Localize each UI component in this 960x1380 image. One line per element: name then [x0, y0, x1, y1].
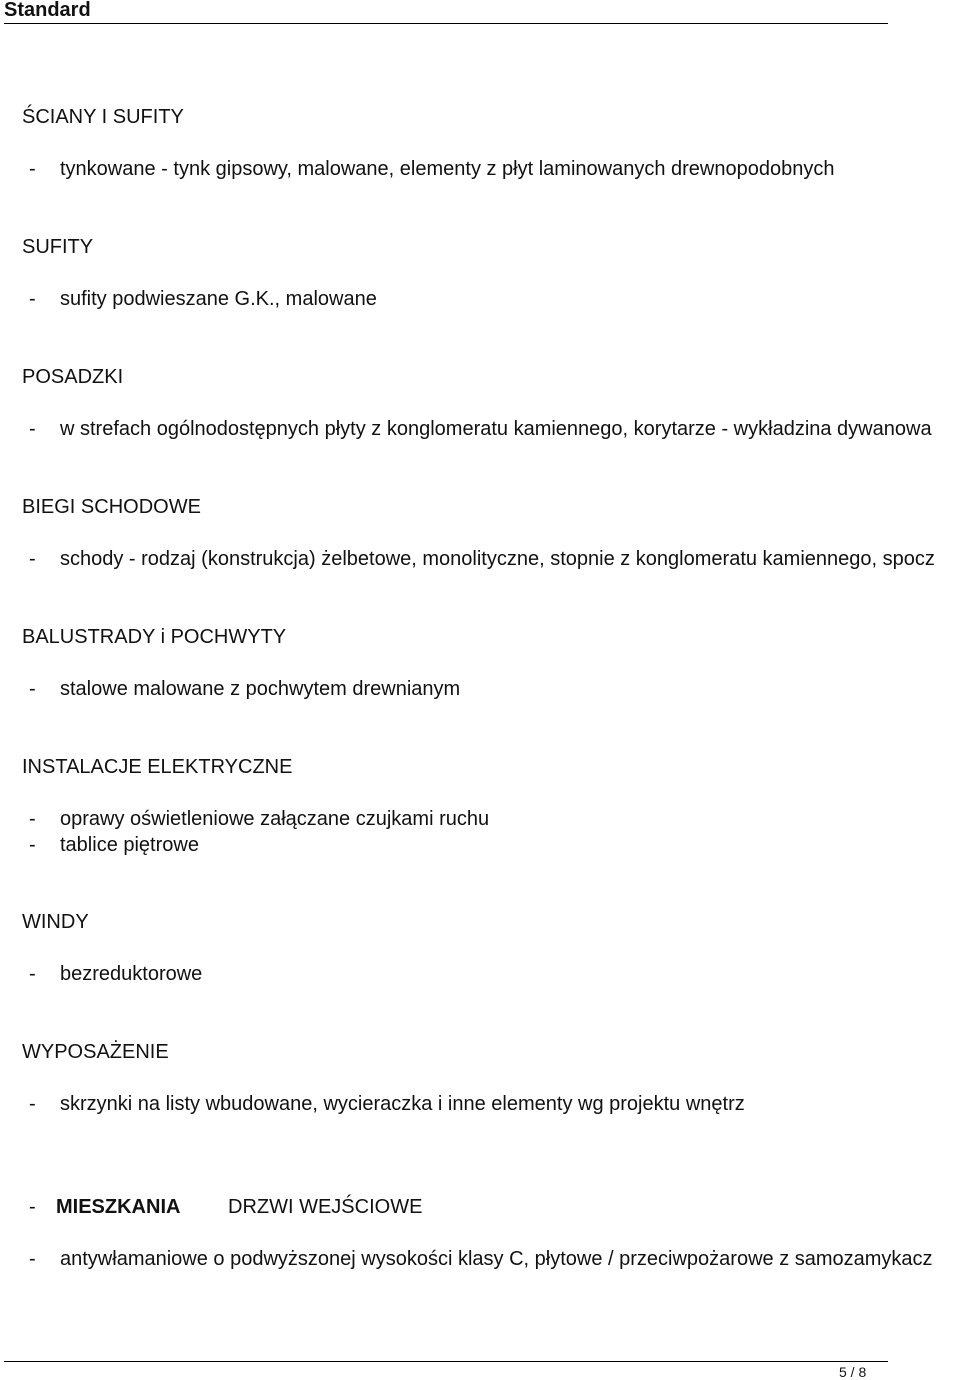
- footer-divider: [4, 1361, 888, 1362]
- header-divider: [4, 23, 888, 24]
- drzwi-wejsciowe-heading: DRZWI WEJŚCIOWE: [228, 1196, 423, 1218]
- bullet-dash: -: [29, 418, 36, 440]
- section-heading-wyposazenie: WYPOSAŻENIE: [22, 1041, 169, 1063]
- bullet-dash: -: [29, 288, 36, 310]
- list-item-text: oprawy oświetleniowe załączane czujkami ruchu: [60, 808, 490, 830]
- section-heading-biegi-schodowe: BIEGI SCHODOWE: [22, 496, 201, 518]
- bullet-dash: -: [29, 1196, 36, 1218]
- bullet-dash: -: [29, 1248, 36, 1270]
- section-heading-sciany-sufity: ŚCIANY I SUFITY: [22, 106, 184, 128]
- bullet-dash: -: [29, 158, 36, 180]
- section-heading-balustrady-pochwyty: BALUSTRADY i POCHWYTY: [22, 626, 287, 648]
- list-item-text: w strefach ogólnodostępnych płyty z konglomeratu kamiennego, korytarze - wykładzina dywanowa: [60, 418, 932, 440]
- mieszkania-label: MIESZKANIA: [56, 1196, 181, 1218]
- bullet-dash: -: [29, 1093, 36, 1115]
- list-item-text: stalowe malowane z pochwytem drewnianym: [60, 678, 461, 700]
- list-item-text: skrzynki na listy wbudowane, wycieraczka i inne elementy wg projektu wnętrz: [60, 1093, 745, 1115]
- bullet-dash: -: [29, 678, 36, 700]
- page-header-title: Standard: [4, 0, 91, 21]
- bullet-dash: -: [29, 963, 36, 985]
- bullet-dash: -: [29, 548, 36, 570]
- section-heading-posadzki: POSADZKI: [22, 366, 124, 388]
- page-number: 5 / 8: [839, 1364, 867, 1380]
- section-heading-sufity: SUFITY: [22, 236, 94, 258]
- list-item-text: tynkowane - tynk gipsowy, malowane, elementy z płyt laminowanych drewnopodobnych: [60, 158, 835, 180]
- section-heading-instalacje-elektryczne: INSTALACJE ELEKTRYCZNE: [22, 756, 293, 778]
- list-item-text: antywłamaniowe o podwyższonej wysokości klasy C, płytowe / przeciwpożarowe z samozamykacz: [60, 1248, 933, 1270]
- section-heading-windy: WINDY: [22, 911, 89, 933]
- list-item-text: tablice piętrowe: [60, 834, 199, 856]
- bullet-dash: -: [29, 808, 36, 830]
- bullet-dash: -: [29, 834, 36, 856]
- list-item-text: sufity podwieszane G.K., malowane: [60, 288, 377, 310]
- list-item-text: schody - rodzaj (konstrukcja) żelbetowe, monolityczne, stopnie z konglomeratu kamiennego, spocz: [60, 548, 935, 570]
- list-item-text: bezreduktorowe: [60, 963, 203, 985]
